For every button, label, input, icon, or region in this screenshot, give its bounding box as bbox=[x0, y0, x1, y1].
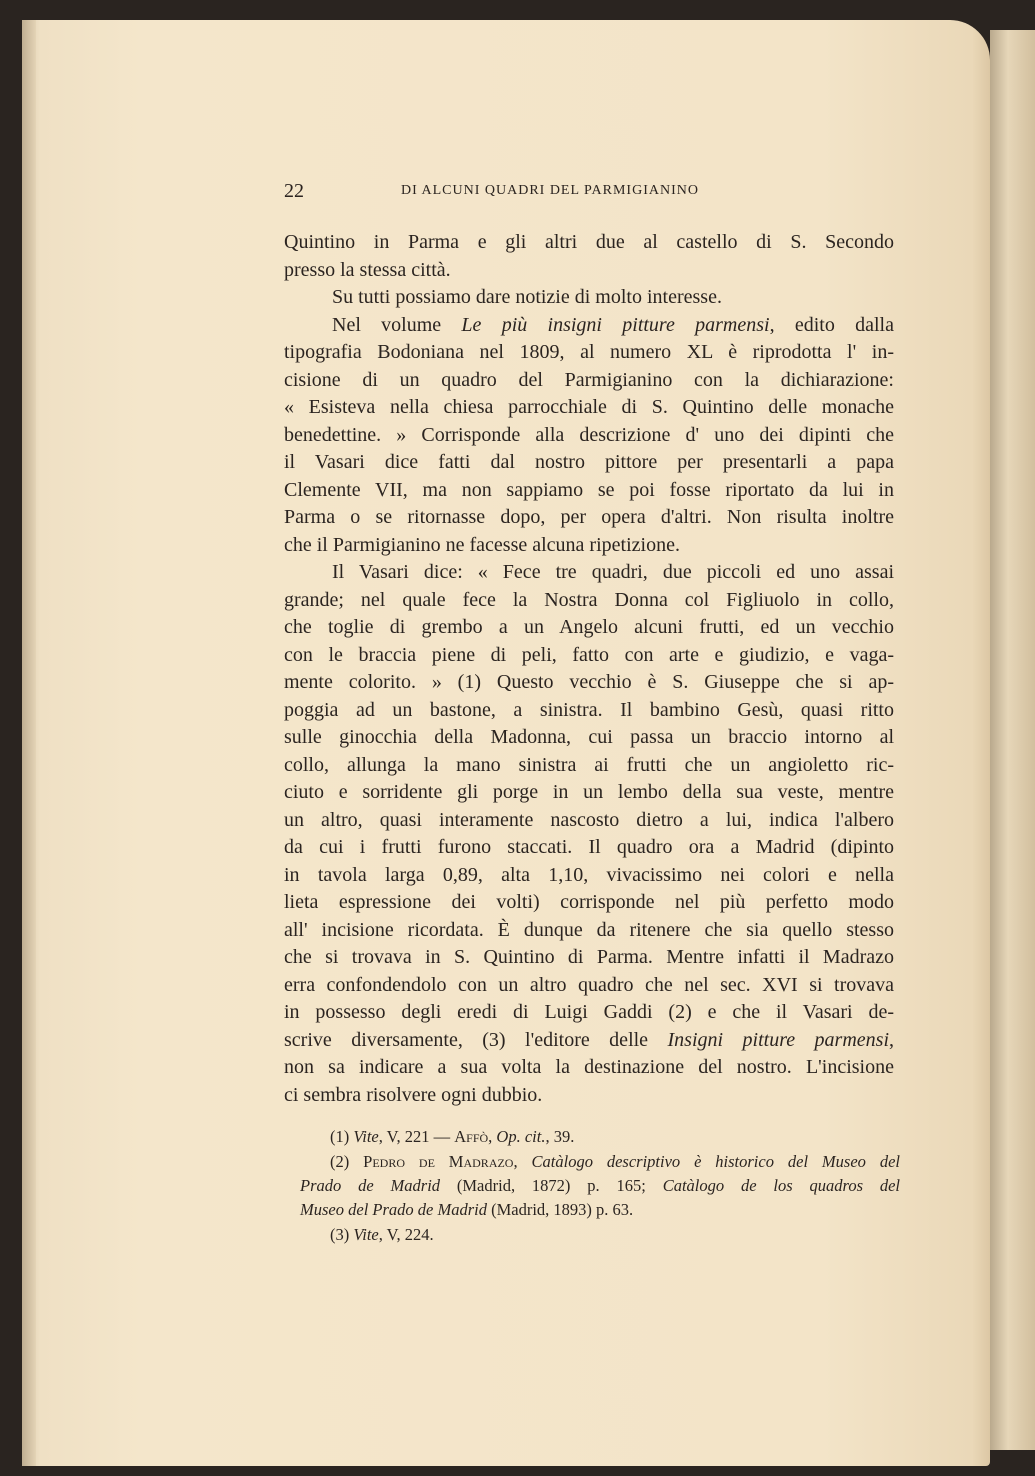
text-line bbox=[284, 808, 894, 832]
text-run: Nel volume bbox=[332, 313, 462, 336]
text-run: (3) bbox=[330, 1225, 354, 1244]
text-run: ci sembra risolvere ogni dubbio. bbox=[284, 1083, 543, 1106]
text-run: , V, 224. bbox=[378, 1225, 434, 1244]
text-run: (Madrid, 1893) p. 63. bbox=[486, 1200, 634, 1219]
footnote-line bbox=[330, 1152, 900, 1172]
text-line bbox=[284, 395, 894, 419]
text-line bbox=[284, 478, 894, 502]
text-run: Museo del Prado de Madrid bbox=[300, 1200, 487, 1219]
text-run: Catàlogo de los quadros del bbox=[662, 1176, 901, 1195]
text-run: all' incisione ricordata. È dunque da ritenere che sia quello stesso bbox=[284, 918, 894, 941]
text-run: Prado de Madrid bbox=[300, 1176, 441, 1195]
text-run: Quintino in Parma e gli altri due al castello di S. Secondo bbox=[284, 231, 894, 253]
text-run: sulle ginocchia della Madonna, cui passa un braccio intorno al bbox=[284, 726, 894, 748]
text-run: ciuto e sorridente gli porge in un lembo della sua veste, mentre bbox=[284, 781, 894, 803]
text-run: grande; nel quale fece la Nostra Donna col Figliuolo in collo, bbox=[284, 588, 894, 611]
text-run: , edito dalla bbox=[769, 313, 894, 336]
text-run: Op. cit. bbox=[496, 1127, 546, 1146]
text-run: con le braccia piene di peli, fatto con arte e giudizio, e vaga- bbox=[284, 643, 894, 666]
text-run: che il Parmigianino ne facesse alcuna ripetizione. bbox=[284, 533, 680, 556]
text-run: poggia ad un bastone, a sinistra. Il bambino Gesù, quasi ritto bbox=[284, 698, 894, 721]
text-run: Catàlogo descriptivo è historico del Museo del bbox=[531, 1152, 900, 1171]
text-line bbox=[284, 698, 894, 722]
text-run: Parma o se ritornasse dopo, per opera d'altri. Non risulta inoltre bbox=[284, 506, 894, 528]
text-run: erra confondendolo con un altro quadro che nel sec. XVI si trovava bbox=[284, 973, 894, 996]
text-run: in tavola larga 0,89, alta 1,10, vivacissimo nei colori e nella bbox=[284, 863, 894, 886]
text-run: Vite bbox=[353, 1225, 379, 1244]
text-run: , bbox=[513, 1152, 532, 1171]
text-run: Clemente VII, ma non sappiamo se poi fosse riportato da lui in bbox=[284, 478, 894, 501]
text-run: collo, allunga la mano sinistra ai frutti che un angioletto ric- bbox=[284, 753, 894, 776]
footnote-line bbox=[330, 1127, 900, 1147]
text-line bbox=[284, 890, 894, 914]
next-page-edge bbox=[990, 30, 1035, 1450]
text-line bbox=[284, 368, 894, 392]
text-run: Su tutti possiamo dare notizie di molto interesse. bbox=[332, 286, 722, 308]
footnote-line bbox=[300, 1176, 900, 1196]
text-run: « Esisteva nella chiesa parrocchiale di S. Quintino delle monache bbox=[284, 396, 894, 418]
text-line bbox=[284, 753, 894, 777]
text-line bbox=[284, 780, 894, 804]
text-run: (1) bbox=[330, 1127, 354, 1146]
text-run: , bbox=[889, 1028, 895, 1051]
text-line bbox=[332, 313, 894, 337]
text-run: mente colorito. » (1) Questo vecchio è S. Giuseppe che si ap- bbox=[284, 671, 894, 693]
text-run: che toglie di grembo a un Angelo alcuni frutti, ed un vecchio bbox=[284, 616, 894, 638]
text-run: tipografia Bodoniana nel 1809, al numero XL è riprodotta l' in- bbox=[284, 341, 894, 363]
text-line bbox=[332, 560, 894, 584]
text-run: , 39. bbox=[545, 1127, 575, 1146]
footnote-line bbox=[330, 1225, 900, 1245]
text-run: che si trovava in S. Quintino di Parma. Mentre infatti il Madrazo bbox=[284, 946, 894, 968]
footnote-line bbox=[300, 1200, 900, 1220]
text-run: , bbox=[488, 1127, 497, 1146]
text-run: (2) bbox=[330, 1152, 364, 1171]
text-run: , V, 221 — bbox=[378, 1127, 455, 1146]
text-line bbox=[284, 1083, 894, 1107]
text-run: benedettine. » Corrisponde alla descrizione d' uno dei dipinti che bbox=[284, 423, 894, 446]
text-run: da cui i frutti furono staccati. Il quadro ora a Madrid (dipinto bbox=[284, 836, 894, 858]
text-run: Pedro de Madrazo bbox=[363, 1152, 514, 1171]
text-line bbox=[332, 285, 894, 309]
text-run: il Vasari dice fatti dal nostro pittore per presentarli a papa bbox=[284, 451, 894, 473]
text-run: non sa indicare a sua volta la destinazione del nostro. L'incisione bbox=[284, 1056, 894, 1078]
text-run: cisione di un quadro del Parmigianino con la dichiarazione: bbox=[284, 368, 894, 391]
text-line bbox=[284, 588, 894, 612]
text-line bbox=[284, 1000, 894, 1024]
page-number: 22 bbox=[284, 180, 304, 202]
running-header bbox=[284, 180, 894, 204]
text-run: lieta espressione dei volti) corrisponde nel più perfetto modo bbox=[284, 891, 894, 913]
text-run: presso la stessa città. bbox=[284, 258, 451, 281]
text-line bbox=[284, 670, 894, 694]
text-run: Vite bbox=[353, 1127, 379, 1146]
text-run: scrive diversamente, (3) l'editore delle bbox=[284, 1028, 668, 1051]
text-line bbox=[284, 258, 894, 282]
text-line bbox=[284, 505, 894, 529]
text-line bbox=[284, 423, 894, 447]
text-line bbox=[284, 1028, 894, 1052]
text-line bbox=[284, 340, 894, 364]
running-title: DI ALCUNI QUADRI DEL PARMIGIANINO bbox=[401, 183, 699, 198]
text-run: in possesso degli eredi di Luigi Gaddi (2) e che il Vasari de- bbox=[284, 1001, 894, 1023]
text-line bbox=[284, 945, 894, 969]
text-line bbox=[284, 863, 894, 887]
text-run: Le più insigni pitture parmensi bbox=[461, 313, 770, 336]
text-line bbox=[284, 643, 894, 667]
text-line bbox=[284, 533, 894, 557]
text-line bbox=[284, 835, 894, 859]
binding-edge bbox=[22, 20, 36, 1466]
text-line bbox=[284, 918, 894, 942]
text-run: Insigni pitture parmensi bbox=[667, 1028, 890, 1051]
text-line bbox=[284, 450, 894, 474]
text-line bbox=[284, 973, 894, 997]
text-run: (Madrid, 1872) p. 165; bbox=[440, 1176, 663, 1195]
text-line bbox=[284, 1055, 894, 1079]
text-line bbox=[284, 615, 894, 639]
text-run: un altro, quasi interamente nascosto dietro a lui, indica l'albero bbox=[284, 808, 894, 831]
text-run: Il Vasari dice: « Fece tre quadri, due piccoli ed uno assai bbox=[332, 561, 894, 583]
text-line bbox=[284, 230, 894, 254]
text-line bbox=[284, 725, 894, 749]
text-run: Affò bbox=[454, 1127, 489, 1146]
